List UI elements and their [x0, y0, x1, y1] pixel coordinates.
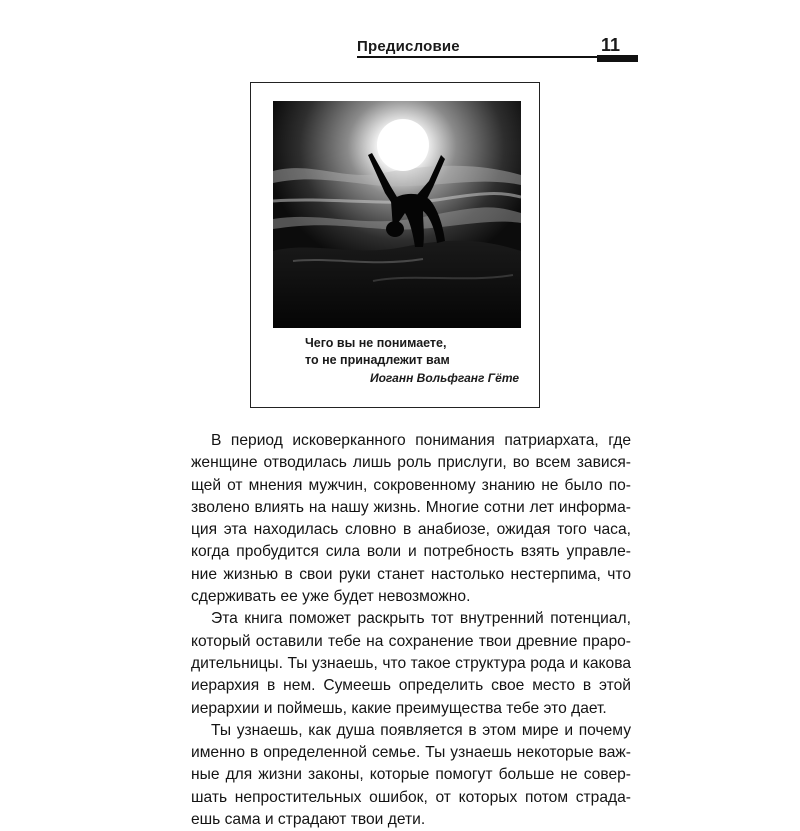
epigraph-line-2: то не принадлежит вам	[305, 353, 450, 367]
text-line: сдерживать ее уже будет невозможно.	[191, 588, 471, 606]
text-line: именно в определенной семье. Ты узнаешь некоторые важ-	[191, 744, 631, 762]
epigraph-frame	[250, 82, 540, 408]
header-bar	[597, 55, 638, 62]
text-line: Ты узнаешь, как душа появляется в этом мире и почему	[211, 721, 631, 739]
text-line: иерархии и поймешь, какие преимущества тебе это дает.	[191, 699, 607, 717]
page-number: 11	[600, 35, 620, 55]
running-header	[357, 34, 638, 64]
epigraph-line-1: Чего вы не понимаете,	[305, 336, 447, 350]
text-line: ние жизнью в свои руки станет настолько нестерпима, что	[191, 565, 631, 583]
silhouette-photo	[273, 101, 521, 328]
epigraph-author: Иоганн Вольфганг Гёте	[369, 371, 519, 385]
text-line: В период исковерканного понимания патриархата, где	[211, 432, 631, 449]
text-line: ные для жизни законы, которые помогут больше не совер-	[191, 766, 631, 784]
paragraph	[191, 430, 631, 608]
paragraph	[191, 720, 631, 831]
text-line: щей от мнения мужчин, сокровенному знанию не было по-	[191, 476, 631, 494]
text-line: ешь сама и страдают твои дети.	[191, 811, 426, 829]
body-text	[191, 430, 631, 831]
epigraph	[305, 335, 525, 387]
text-line: шать непростительных ошибок, от которых потом страда-	[191, 788, 631, 806]
text-line: когда пробудится сила воли и потребность взять управле-	[191, 543, 631, 561]
paragraph	[191, 608, 631, 719]
text-line: ция эта находилась словно в анабиозе, ожидая того часа,	[191, 521, 631, 539]
header-rule	[357, 56, 597, 58]
section-title: Предисловие	[357, 38, 460, 55]
text-line: иерархия в нем. Сумеешь определить свое место в этой	[191, 677, 631, 695]
text-line: зволено влиять на нашу жизнь. Многие сотни лет информа-	[191, 498, 631, 516]
text-line: Эта книга поможет раскрыть тот внутренний потенциал,	[211, 610, 631, 628]
text-line: который оставили тебе на сохранение твои древние праро-	[191, 632, 631, 650]
text-line: дительницы. Ты узнаешь, что такое структура рода и какова	[191, 654, 631, 672]
text-line: женщине отводилась лишь роль прислуги, во всем завися-	[191, 454, 631, 472]
